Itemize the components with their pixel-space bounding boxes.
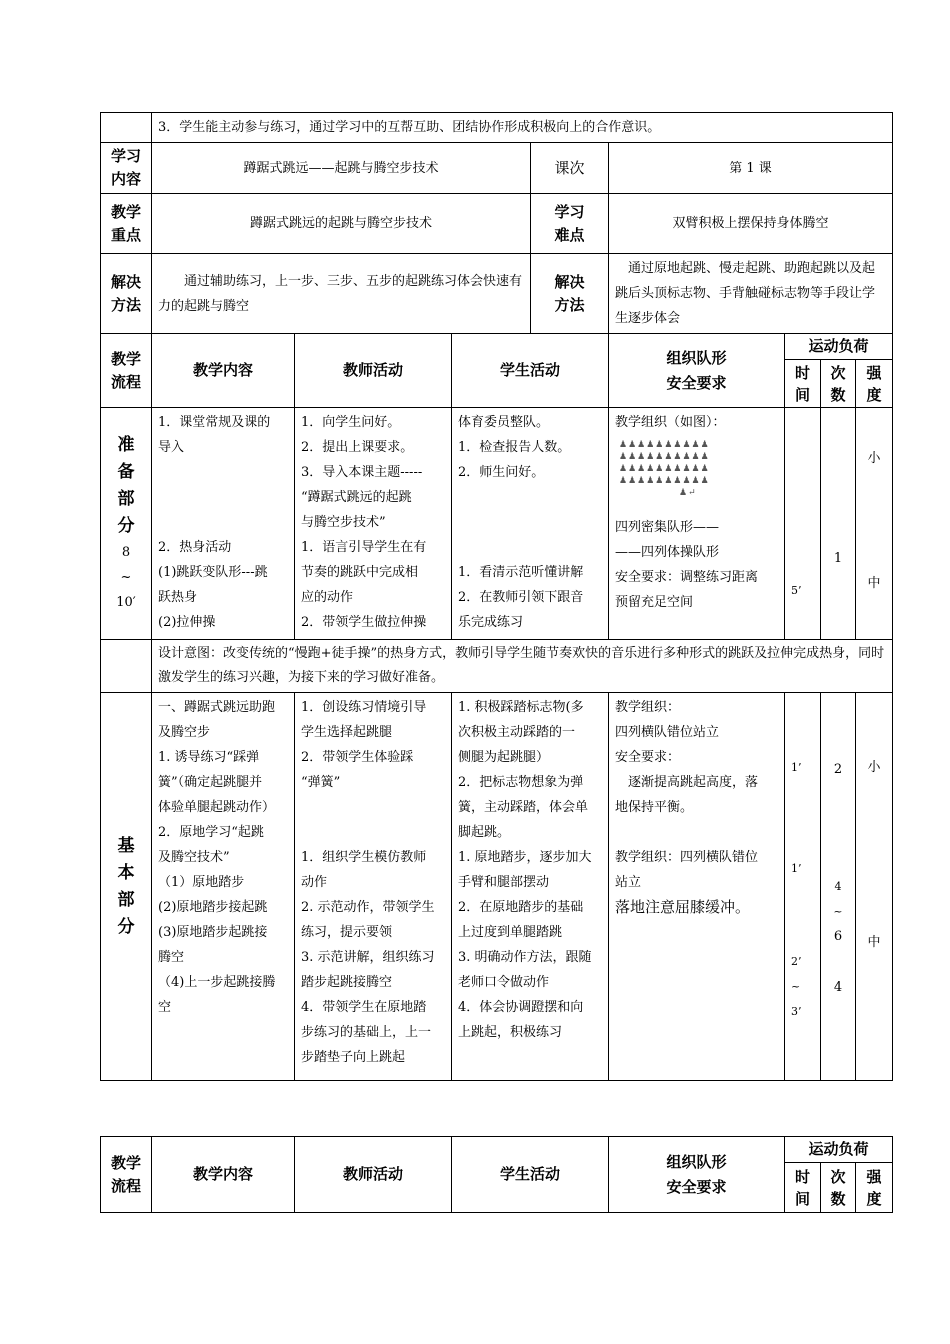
difficulty-label: 学习 难点 <box>531 194 609 254</box>
basic-count: 2 4 ~ 6 4 <box>821 693 856 1081</box>
content-value: 蹲踞式跳远——起跳与腾空步技术 <box>152 143 531 194</box>
content-label: 学习 内容 <box>101 143 152 194</box>
lesson-plan-table <box>100 112 893 1081</box>
prep-teacher: 1．向学生问好。 2．提出上课要求。 3．导入本课主题----- “蹲踞式跳远的起跳 与腾空步技术” 1．语言引导学生在有 节奏的跳跃中完成相 应的动作 2．带领学生做拉伸操 <box>295 408 452 640</box>
formation-row: ♟♟♟♟♟♟♟♟♟♟ <box>619 440 710 450</box>
header2-org: 组织队形 安全要求 <box>609 1137 785 1213</box>
key-value: 蹲踞式跳远的起跳与腾空步技术 <box>152 194 531 254</box>
lesson-label: 课次 <box>531 143 609 194</box>
header2-count: 次 数 <box>821 1163 856 1213</box>
method-value-2: 通过原地起跳、慢走起跳、助跑起跳以及起跳后头顶标志物、手背触碰标志物等手段让学生逐步体会 <box>609 254 893 334</box>
prep-time: 5’ <box>785 408 821 640</box>
formation-row: ♟♟♟♟♟♟♟♟♟♟ <box>619 476 710 486</box>
header2-teacher: 教师活动 <box>295 1137 452 1213</box>
blank-cell <box>101 640 152 693</box>
formation-row: ♟♟♟♟♟♟♟♟♟♟ <box>619 452 710 462</box>
key-label: 教学 重点 <box>101 194 152 254</box>
lesson-value: 第 1 课 <box>609 143 893 194</box>
method-value-1: 通过辅助练习，上一步、三步、五步的起跳练习体会快速有力的起跳与腾空 <box>152 254 531 334</box>
header2-intensity: 强 度 <box>856 1163 893 1213</box>
header2-student: 学生活动 <box>452 1137 609 1213</box>
prep-student: 体育委员整队。 1．检查报告人数。 2．师生问好。 1．看清示范听懂讲解 2．在教师引领下跟音 乐完成练习 <box>452 408 609 640</box>
header-load: 运动负荷 <box>785 334 893 360</box>
basic-label: 基 本 部 分 <box>101 693 152 1081</box>
prep-content: 1．课堂常规及课的 导入 2．热身活动 (1)跳跃变队形---跳 跃热身 (2)拉伸操 <box>152 408 295 640</box>
basic-org: 教学组织： 四列横队错位站立 安全要求： 逐渐提高跳起高度，落 地保持平衡。 教学组织：四列横队错位 站立 落地注意屈膝缓冲。 <box>609 693 785 1081</box>
header-time: 时 间 <box>785 360 821 408</box>
basic-time: 1’ 1’ 2’ ~ 3’ <box>785 693 821 1081</box>
header-student: 学生活动 <box>452 334 609 408</box>
formation-row: ♟♟♟♟♟♟♟♟♟♟ <box>619 464 710 474</box>
header-flow: 教学 流程 <box>101 334 152 408</box>
formation-diagram <box>615 435 778 515</box>
difficulty-value: 双臂积极上摆保持身体腾空 <box>609 194 893 254</box>
objective-3: 3．学生能主动参与练习，通过学习中的互帮互助、团结协作形成积极向上的合作意识。 <box>152 113 893 143</box>
design-intent: 设计意图：改变传统的“慢跑+徒手操”的热身方式，教师引导学生随节奏欢快的音乐进行多种形式的跳跃及拉伸完成热身，同时激发学生的练习兴趣，为接下来的学习做好准备。 <box>152 640 893 693</box>
basic-student: 1. 积极踩踏标志物(多 次积极主动踩踏的一 侧腿为起跳腿） 2．把标志物想象为弹 簧，主动踩踏，体会单 脚起跳。 1. 原地踏步，逐步加大 手臂和腿部摆动 2．在原地踏步的基础 上过度到单腿踏跳 3. 明确动作方法，跟随 老师口令做动作 4．体会协调蹬摆和向 上跳起，积极练习 <box>452 693 609 1081</box>
teacher-mark: ♟↵ <box>679 488 697 498</box>
header-count: 次 数 <box>821 360 856 408</box>
header-org: 组织队形 安全要求 <box>609 334 785 408</box>
basic-intensity: 小 中 <box>856 693 893 1081</box>
prep-org: 教学组织（如图）： ♟♟♟♟♟♟♟♟♟♟ ♟♟♟♟♟♟♟♟♟♟ ♟♟♟♟♟♟♟♟♟♟ ♟♟♟♟♟♟♟♟♟♟ ♟↵ 四列密集队形—— ——四列体操队形 安全要求：调整练习距离 预留充足空间 <box>609 408 785 640</box>
blank-cell <box>101 113 152 143</box>
basic-content: 一、蹲踞式跳远助跑 及腾空步 1. 诱导练习“踩弹 簧”（确定起跳腿并 体验单腿起跳动作） 2．原地学习“起跳 及腾空技术” （1）原地踏步 (2)原地踏步接起跳 (3)原地踏步起跳接 腾空 （4)上一步起跳接腾 空 <box>152 693 295 1081</box>
header2-flow: 教学 流程 <box>101 1137 152 1213</box>
method-label: 解决 方法 <box>101 254 152 334</box>
header2-time: 时 间 <box>785 1163 821 1213</box>
header2-content: 教学内容 <box>152 1137 295 1213</box>
prep-label: 准 备 部 分 8 ~ 10′ <box>101 408 152 640</box>
header-content: 教学内容 <box>152 334 295 408</box>
prep-intensity: 小 中 <box>856 408 893 640</box>
header2-load: 运动负荷 <box>785 1137 893 1163</box>
method-label-2: 解决 方法 <box>531 254 609 334</box>
basic-teacher: 1．创设练习情境引导 学生选择起跳腿 2．带领学生体验踩 “弹簧” 1．组织学生模仿教师 动作 2. 示范动作，带领学生 练习，提示要领 3. 示范讲解，组织练习 踏步起跳接腾空 4．带领学生在原地踏 步练习的基础上，上一 步踏垫子向上跳起 <box>295 693 452 1081</box>
prep-count: 1 <box>821 408 856 640</box>
lesson-plan-table-2 <box>100 1136 893 1213</box>
header-intensity: 强 度 <box>856 360 893 408</box>
header-teacher: 教师活动 <box>295 334 452 408</box>
